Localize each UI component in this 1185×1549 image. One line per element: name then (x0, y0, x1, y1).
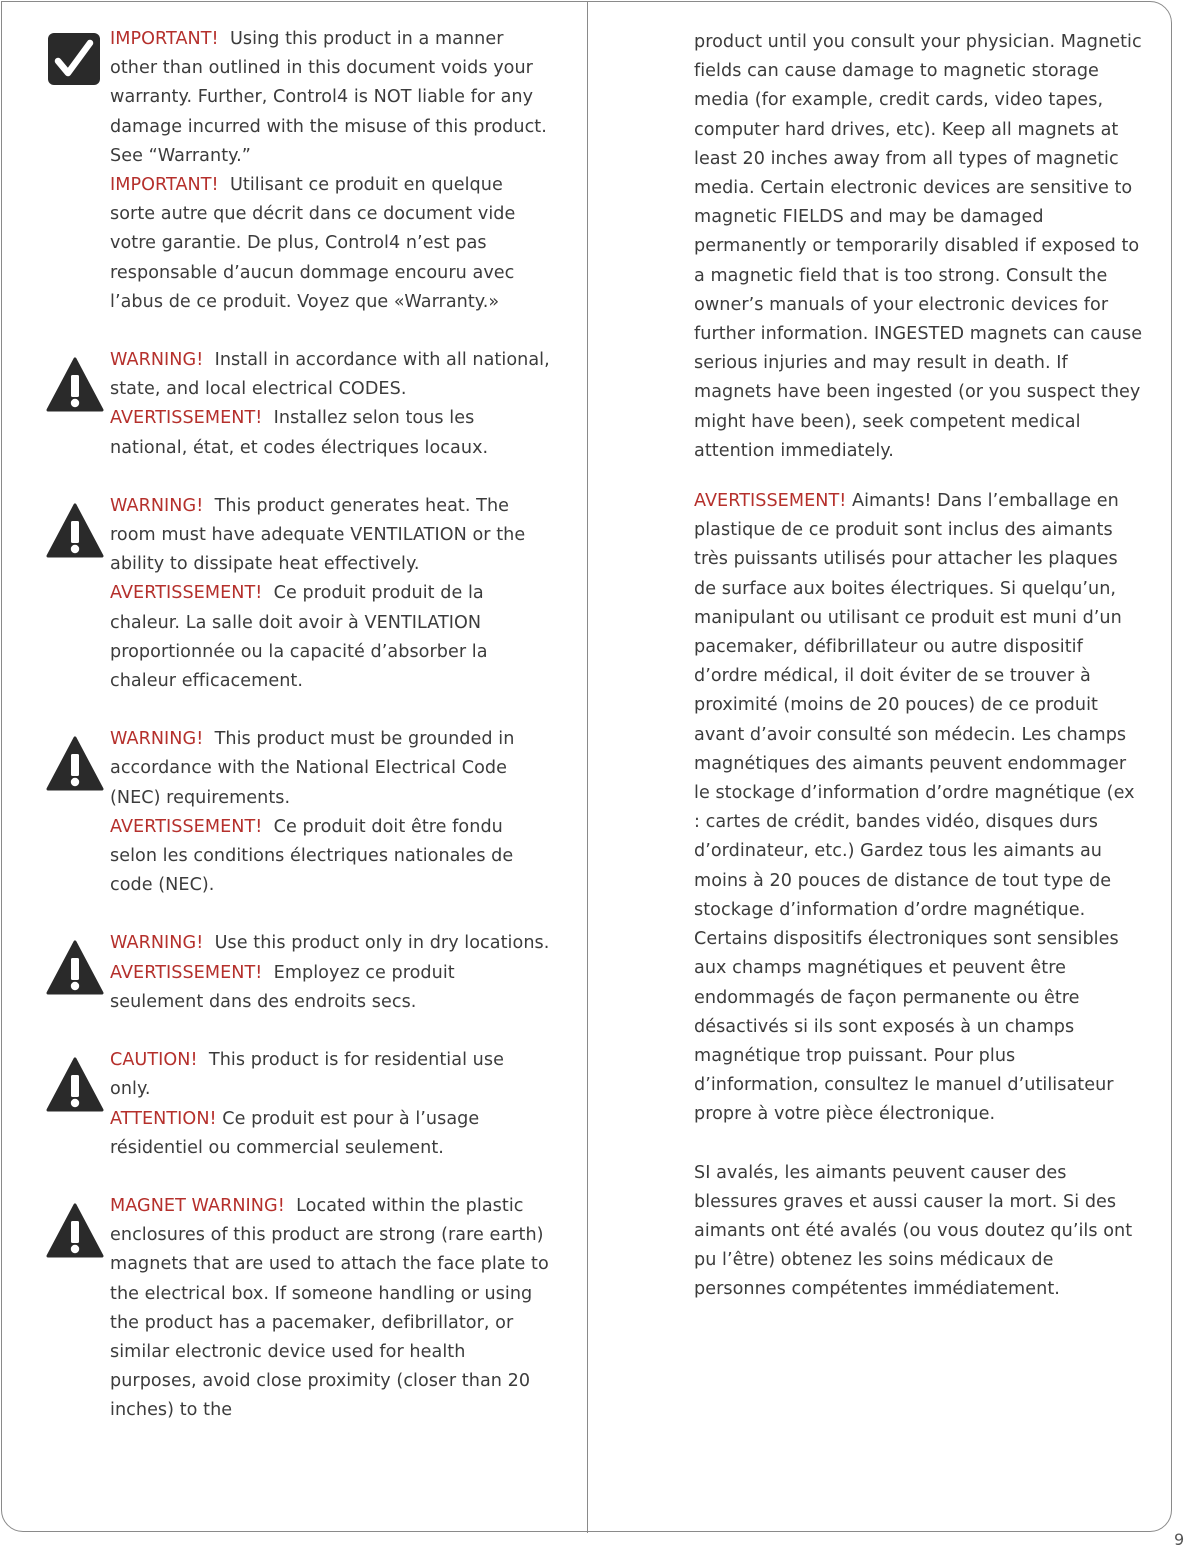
magnet-warning-text (110, 1192, 550, 1426)
warning-icon (46, 735, 104, 793)
caution-residential (0, 1046, 587, 1163)
checkmark-icon (46, 31, 104, 89)
important-fr-label: IMPORTANT! (110, 175, 219, 196)
caution-text (110, 1046, 550, 1163)
warning-heat-text (110, 492, 550, 696)
warning-icon (46, 1202, 104, 1260)
warning-codes-en-label: WARNING! (110, 350, 204, 371)
warning-codes-en-text: Install in accordance with all national, state, and local electrical CODES. (110, 350, 550, 400)
caution-fr-label: ATTENTION! (110, 1108, 217, 1129)
warning-ground (0, 725, 587, 900)
magnet-warning (0, 1192, 587, 1426)
caution-fr-text: Ce produit est pour à l’usage résidentiel ou commercial seulement. (110, 1108, 480, 1158)
warning-ground-en-label: WARNING! (110, 729, 204, 750)
warning-ground-fr-text: Ce produit doit être fondu selon les conditions électriques nationales de code (NEC). (110, 816, 514, 896)
left-column (0, 25, 587, 1455)
caution-en-text: This product is for residential use only. (110, 1050, 504, 1100)
warning-icon (46, 356, 104, 414)
important-notice (0, 25, 587, 317)
warning-icon (46, 939, 104, 997)
warning-heat-fr-label: AVERTISSEMENT! (110, 583, 263, 604)
right-column (694, 28, 1144, 1326)
warning-ground-en-text: This product must be grounded in accordance with the National Electrical Code (NEC) requirements. (110, 729, 515, 808)
warning-codes-text (110, 346, 550, 463)
important-fr-text: Utilisant ce produit en quelque sorte autre que décrit dans ce document vide votre garantie. De plus, Control4 n’est pas responsable d’aucun dommage encouru avec l’abus de ce produit. Voyez que «Warranty.» (110, 175, 516, 312)
warning-dry (0, 929, 587, 1017)
warning-dry-fr-label: AVERTISSEMENT! (110, 962, 263, 983)
warning-codes-fr-label: AVERTISSEMENT! (110, 408, 263, 429)
magnet-en-text: Located within the plastic enclosures of this product are strong (rare earth) magnets that are used to attach the face plate to the electrical box. If someone handling or using the product has a pacemaker, defibrillator, or similar electronic device used for health purposes, avoid close proximity (closer than 20 inches) to the (110, 1195, 549, 1421)
important-text (110, 25, 550, 317)
magnet-continued-text: product until you consult your physician. Magnetic fields can cause damage to magnetic storage media (for example, credit cards, video tapes, computer hard drives, etc). Keep all magnets at least 20 inches away from all types of magnetic media. Certain electronic devices are sensitive to magnetic FIELDS and may be damaged permanently or temporarily disabled if exposed to a magnetic field that is too strong. Consult the owner’s manuals of your electronic devices for further information. INGESTED magnets can cause serious injuries and may result in death. If magnets have been ingested (or you suspect they might have been), seek competent medical attention immediately. (694, 32, 1143, 461)
warning-dry-text (110, 929, 550, 1017)
warning-heat-en-text: This product generates heat. The room must have adequate VENTILATION or the ability to dissipate heat effectively. (110, 495, 526, 575)
important-en-text: Using this product in a manner other than outlined in this document voids your warranty. Further, Control4 is NOT liable for any damage incurred with the misuse of this product. See “Warranty.” (110, 29, 547, 166)
warning-dry-en-label: WARNING! (110, 933, 204, 954)
caution-en-label: CAUTION! (110, 1050, 198, 1071)
warning-heat (0, 492, 587, 696)
warning-icon (46, 1056, 104, 1114)
warning-ground-text (110, 725, 550, 900)
page-number: 9 (1174, 1530, 1185, 1549)
magnet-fr-paragraph (694, 487, 1144, 1129)
important-en-label: IMPORTANT! (110, 29, 219, 49)
column-divider (587, 1, 588, 1533)
magnet-fr-ingested: SI avalés, les aimants peuvent causer des blessures graves et aussi causer la mort. Si des aimants ont été avalés (ou vous doutez qu’ils ont pu l’être) obtenez les soins médicaux de personnes compétentes immédiatement. (694, 1162, 1133, 1300)
magnet-en-label: MAGNET WARNING! (110, 1195, 285, 1216)
warning-codes (0, 346, 587, 463)
warning-dry-fr-text: Employez ce produit seulement dans des endroits secs. (110, 962, 455, 1012)
warning-codes-fr-text: Installez selon tous les national, état, et codes électriques locaux. (110, 408, 489, 458)
magnet-fr-text: Aimants! Dans l’emballage en plastique de ce produit sont inclus des aimants très puissants utilisés pour attacher les plaques de surface aux boites électriques. Si quelqu’un, manipulant ou utilisant ce produit est muni d’un pacemaker, défibrillateur ou autre dispositif d’ordre médical, il doit éviter de se trouver à proximité (moins de 20 pouces) de ce produit avant d’avoir consulté son médecin. Les champs magnétiques des aimants peuvent endommager le stockage d’information d’ordre magnétique (ex : cartes de crédit, bandes vidéo, disques durs d’ordinateur, etc.) Gardez tous les aimants au moins à 20 pouces de distance de tout type de stockage d’information d’ordre magnétique. Certains dispositifs électroniques sont sensibles aux champs magnétiques et peuvent être endommagés de façon permanente ou être désactivés si ils sont exposés à un champs magnétique trop puissant. Pour plus d’information, consultez le manuel d’utilisateur propre à votre pièce électronique. (694, 491, 1135, 1125)
magnet-fr-label: AVERTISSEMENT! (694, 491, 847, 512)
warning-heat-en-label: WARNING! (110, 495, 204, 516)
warning-ground-fr-label: AVERTISSEMENT! (110, 816, 263, 837)
warning-dry-en-text: Use this product only in dry locations. (214, 933, 550, 954)
warning-icon (46, 502, 104, 560)
warning-heat-fr-text: Ce produit produit de la chaleur. La salle doit avoir à VENTILATION proportionnée ou la capacité d’absorber la chaleur efficacement. (110, 583, 488, 692)
